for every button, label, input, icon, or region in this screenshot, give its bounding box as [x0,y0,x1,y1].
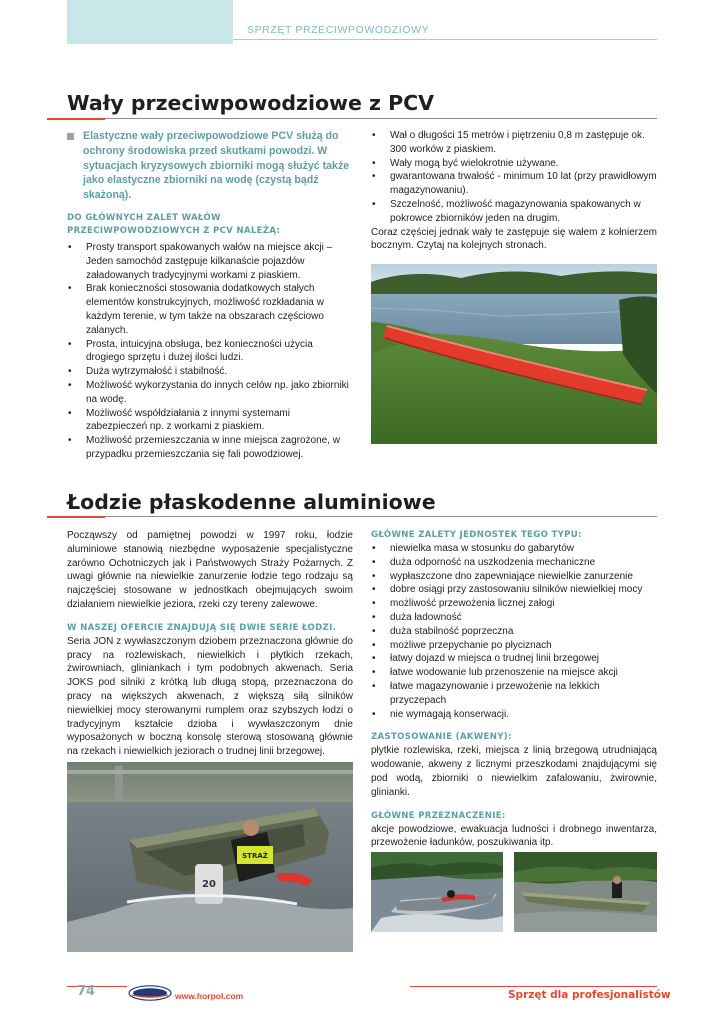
section1-left-column [67,212,352,462]
boat-small-1-image [371,852,503,932]
list-item: • Możliwość wykorzystania do innych celów np. jako zbiorniki na wodę. [67,379,352,407]
list-item: • Możliwość przemieszczania w inne miejsca zagrożone, w przypadku przemieszczania się fali powodziowej. [67,434,352,462]
flood-barrier-image [371,264,657,444]
list-item: • możliwość przewożenia licznej załogi [371,597,657,611]
list-item: • Brak konieczności stosowania dodatkowych stałych elementów konstrukcyjnych, możliwość rozkładania w każdym terenie, w tym także na obszarach częściowo zalanych. [67,282,352,337]
boat-photo-small-1 [371,852,503,932]
list-item: • gwarantowana trwałość - minimum 10 lat (przy prawidłowym magazynowaniu). [371,170,657,198]
vest-label: STRAŻ [242,852,268,860]
list-item: • duża ładowność [371,611,657,625]
section2-title-rule [105,516,657,517]
list-item: • łatwe magazynowanie i przewożenie na lekkich przyczepach [371,680,657,708]
section2-advantages-list [371,542,657,721]
section1-right-column [371,129,657,253]
section2-offer-text: Seria JON z wywłaszczonym dziobem przeznaczona głównie do pracy na rozlewiskach, niewielkich i płytkich rzekach, żwirowniach, gliniankach i tym podobnych akwenach. Seria JOKS pod silniki z krótką lub długą stopą, przeznaczona do pracy na większych akwenach, z większą siłą silników niewielkiej mocy sterowanymi rumplem oraz szybszych łodzi o tradycyjnym kształcie dzioba i wywłaszczonym dnie wyposażonych w boczną konsolę sterową stosowaną głównie na rzekach i niewielkich jeziorach o trudnej linii brzegowej. [67,635,353,758]
section2-usage-text: płytkie rozlewiska, rzeki, miejsca z linią brzegową utrudniającą wodowanie, akweny z licznymi przeszkodami znajdującymi się pod wodą, zbiorniki o niewielkim zafalowaniu, żwirownie, glinianki. [371,745,657,798]
list-item: • wypłaszczone dno zapewniające niewielkie zanurzenie [371,570,657,584]
section1-title-accent [47,118,105,120]
section1-title-rule [105,118,657,119]
footer-rule-right [410,986,657,987]
section1-right-list [371,129,657,226]
section2-offer-heading: W NASZEJ OFERCIE ZNAJDUJĄ SIĘ DWIE SERIE ŁODZI. [67,622,337,633]
list-item: • Prosta, intuicyjna obsługa, bez konieczności użycia drogiego sprzętu i dużej ilości ludzi. [67,338,352,366]
boat-photo-small-2 [514,852,657,932]
section2-purpose-text: akcje powodziowe, ewakuacja ludności i drobnego inwentarza, przewożenie ładunków, poszukiwania itp. [371,823,657,849]
bullet-square-icon [67,133,74,140]
header-rule [233,39,657,40]
section2-purpose-heading: GŁÓWNE PRZEZNACZENIE: [371,810,506,821]
list-item: • duża odporność na uszkodzenia mechaniczne [371,556,657,570]
section1-right-note: Coraz częściej jednak wały te zastępuje się wałem z kołnierzem bocznym. Czytaj na kolejnych stronach. [371,226,657,252]
list-item: • duża stabilność poprzeczna [371,625,657,639]
section2-advantages-heading: GŁÓWNE ZALETY JEDNOSTEK TEGO TYPU: [371,530,582,540]
footer-url[interactable]: www.horpol.com [175,991,244,1001]
page-number: 74 [77,984,96,999]
section2-left-column [67,529,353,759]
list-item: • łatwe wodowanie lub przenoszenie na miejsce akcji [371,666,657,680]
footer-tagline: Sprzęt dla profesjonalistów [508,989,671,1001]
section-label: SPRZĘT PRZECIWPOWODZIOWY [247,24,430,36]
list-item: • dobre osiągi przy zastosowaniu silników niewielkiej mocy [371,583,657,597]
list-item: • Duża wytrzymałość i stabilność. [67,365,352,379]
section2-usage-heading: ZASTOSOWANIE (AKWENY): [371,732,512,743]
section2-right-column [371,529,657,850]
section1-advantages-heading: DO GŁÓWNYCH ZALET WAŁÓW PRZECIWPOWODZIOWYCH Z PCV NALEŻĄ: [67,213,281,236]
list-item: • możliwe przepychanie po płyciznach [371,639,657,653]
horpol-logo-icon [128,985,172,1001]
list-item: • Wał o długości 15 metrów i piętrzeniu 0,8 m zastępuje ok. 300 worków z piaskiem. [371,129,657,157]
boat-photo-large [67,762,353,952]
section2-title-accent [47,516,105,518]
list-item: • Możliwość współdziałania z innymi systemami zabezpieczeń np. z workami z piaskiem. [67,407,352,435]
list-item: • łatwy dojazd w miejsca o trudnej linii brzegowej [371,652,657,666]
horpol-logo [128,985,172,1001]
flood-barrier-photo [371,264,657,444]
section1-intro-text: Elastyczne wały przeciwpowodziowe PCV służą do ochrony środowiska przed skutkami powodzi. W sytuacjach kryzysowych zbiorniki mogą służyć także jako elastyczne zbiorniki na wodę (czystą bądź skażoną). [83,130,350,202]
boat-small-2-image [514,852,657,932]
section1-title: Wały przeciwpowodziowe z PCV [67,91,435,115]
list-item: • Szczelność, możliwość magazynowania spakowanych w pokrowce zbiorników jeden na drugim. [371,198,657,226]
list-item: • Wały mogą być wielokrotnie używane. [371,157,657,171]
motor-label: 20 [202,879,216,890]
list-item: • Prosty transport spakowanych wałów na miejsce akcji – Jeden samochód zastępuje kilkanaście pojazdów załadowanych tradycyjnymi workami z piaskiem. [67,241,352,282]
section2-title: Łodzie płaskodenne aluminiowe [67,490,436,514]
list-item: • niewielka masa w stosunku do gabarytów [371,542,657,556]
list-item: • nie wymagają konserwacji. [371,708,657,722]
section1-intro [67,129,352,203]
section2-intro: Począwszy od pamiętnej powodzi w 1997 roku, łodzie aluminiowe stanowią niezbędne wyposażenie specjalistyczne zarówno Ochotniczych jak i Państwowych Straży Pożarnych. Z uwagi głównie na niewielkie zanurzenie łodzie tego rodzaju są najczęściej stosowane w jednostkach obejmujących swoim działaniem niewielkie jeziora, rzeki czy tereny zalewowe. [67,530,353,610]
boat-large-image [67,762,353,952]
section1-advantages-list [67,241,352,462]
footer-rule-left [67,986,127,987]
header-accent-block [67,0,233,44]
